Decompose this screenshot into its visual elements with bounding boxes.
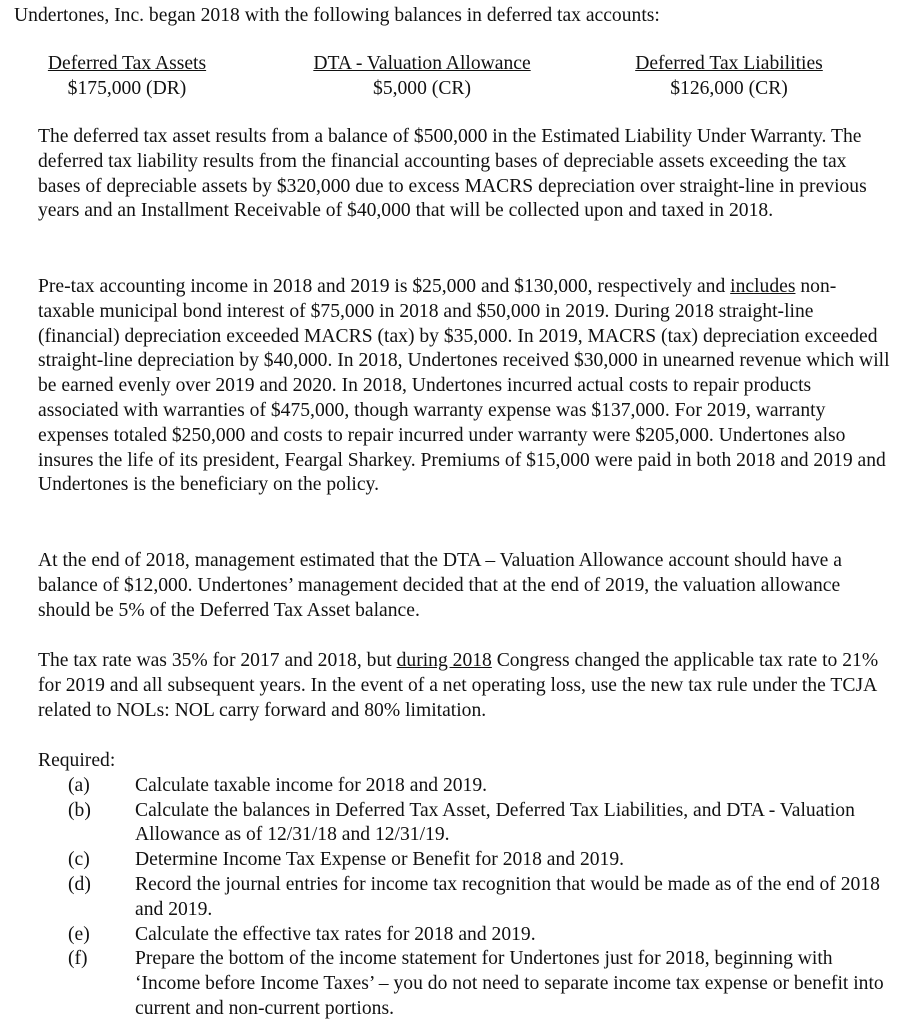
item-letter: (d) [68,873,91,895]
required-item-b [38,799,890,849]
paragraph-valuation-allowance: At the end of 2018, management estimated that the DTA – Valuation Allowance account should have a balance of $12,000. Undertones’ management decided that at the end of 2019, the valuation allowance should be 5% of the Deferred Tax Asset balance. [38,550,842,621]
item-text: Calculate the balances in Deferred Tax Asset, Deferred Tax Liabilities, and DTA - Valuation Allowance as of 12/31/18 and 12/31/19. [135,799,855,846]
item-text: Prepare the bottom of the income statement for Undertones just for 2018, beginning with ‘Income before Income Taxes’ – you do not need to separate income tax expense or benefit into current and non-current portions. [135,948,884,1019]
paragraph-deferred-balances: The deferred tax asset results from a balance of $500,000 in the Estimated Liability Under Warranty. The deferred tax liability results from the financial accounting bases of depreciable assets exceeding the tax bases of depreciable assets by $320,000 due to excess MACRS depreciation over straight-line in previous years and an Installment Receivable of $40,000 that will be collected upon and taxed in 2018. [38,126,867,222]
item-text: Determine Income Tax Expense or Benefit for 2018 and 2019. [135,849,625,871]
item-letter: (e) [68,923,90,945]
item-text: Calculate the effective tax rates for 2018 and 2019. [135,923,536,945]
paragraph-text: Congress changed the applicable tax rate to 21% for 2019 and all subsequent years. In the event of a net operating loss, use the new tax rule under the TCJA related to NOLs: NOL carry forward and 80% limitation. [38,650,879,721]
underlined-during-2018: during 2018 [396,650,492,671]
paragraph-text: The tax rate was 35% for 2017 and 2018, but [38,650,397,671]
paragraph-tax-rate [38,649,890,723]
required-section [38,749,890,1022]
item-letter: (b) [68,799,91,821]
required-heading: Required: [38,750,116,771]
account-title: Deferred Tax Assets [47,53,207,74]
paragraph-income-details [38,275,890,498]
paragraph-text: Pre-tax accounting income in 2018 and 2019 is $25,000 and $130,000, respectively and [38,276,731,297]
item-text: Record the journal entries for income tax recognition that would be made as of the end of 2018 and 2019. [135,873,880,920]
required-item-f [38,947,890,1021]
account-deferred-tax-liabilities [618,52,840,102]
required-item-e [38,923,890,948]
account-balance: $5,000 (CR) [373,77,471,99]
item-text: Calculate taxable income for 2018 and 2019. [135,774,488,796]
account-deferred-tax-assets [38,52,216,102]
item-letter: (c) [68,849,90,871]
item-letter: (f) [68,948,88,970]
required-item-a [38,774,890,799]
paragraph-text: non-taxable municipal bond interest of $75,000 in 2018 and $50,000 in 2019. During 2018 straight-line (financial) depreciation exceeded MACRS (tax) by $35,000. In 2019, MACRS (tax) depreciation exceeded straight-line depreciation by $40,000. In 2018, Undertones received $30,000 in unearned revenue which will be earned evenly over 2019 and 2020. In 2018, Undertones incurred actual costs to repair products associated with warranties of $475,000, though warranty expense was $137,000. For 2019, warranty expenses totaled $250,000 and costs to repair incurred under warranty were $205,000. Undertones also insures the life of its president, Feargal Sharkey. Premiums of $15,000 were paid in both 2018 and 2019 and Undertones is the beneficiary on the policy. [38,276,890,496]
account-title: DTA - Valuation Allowance [313,53,531,74]
required-item-c [38,848,890,873]
underlined-includes: includes [730,276,796,297]
required-item-d [38,873,890,923]
account-title: Deferred Tax Liabilities [635,53,823,74]
intro-sentence: Undertones, Inc. began 2018 with the following balances in deferred tax accounts: [14,5,660,26]
item-letter: (a) [68,774,90,796]
account-valuation-allowance [296,52,548,102]
account-balance: $175,000 (DR) [67,77,187,99]
account-balance: $126,000 (CR) [670,77,788,99]
